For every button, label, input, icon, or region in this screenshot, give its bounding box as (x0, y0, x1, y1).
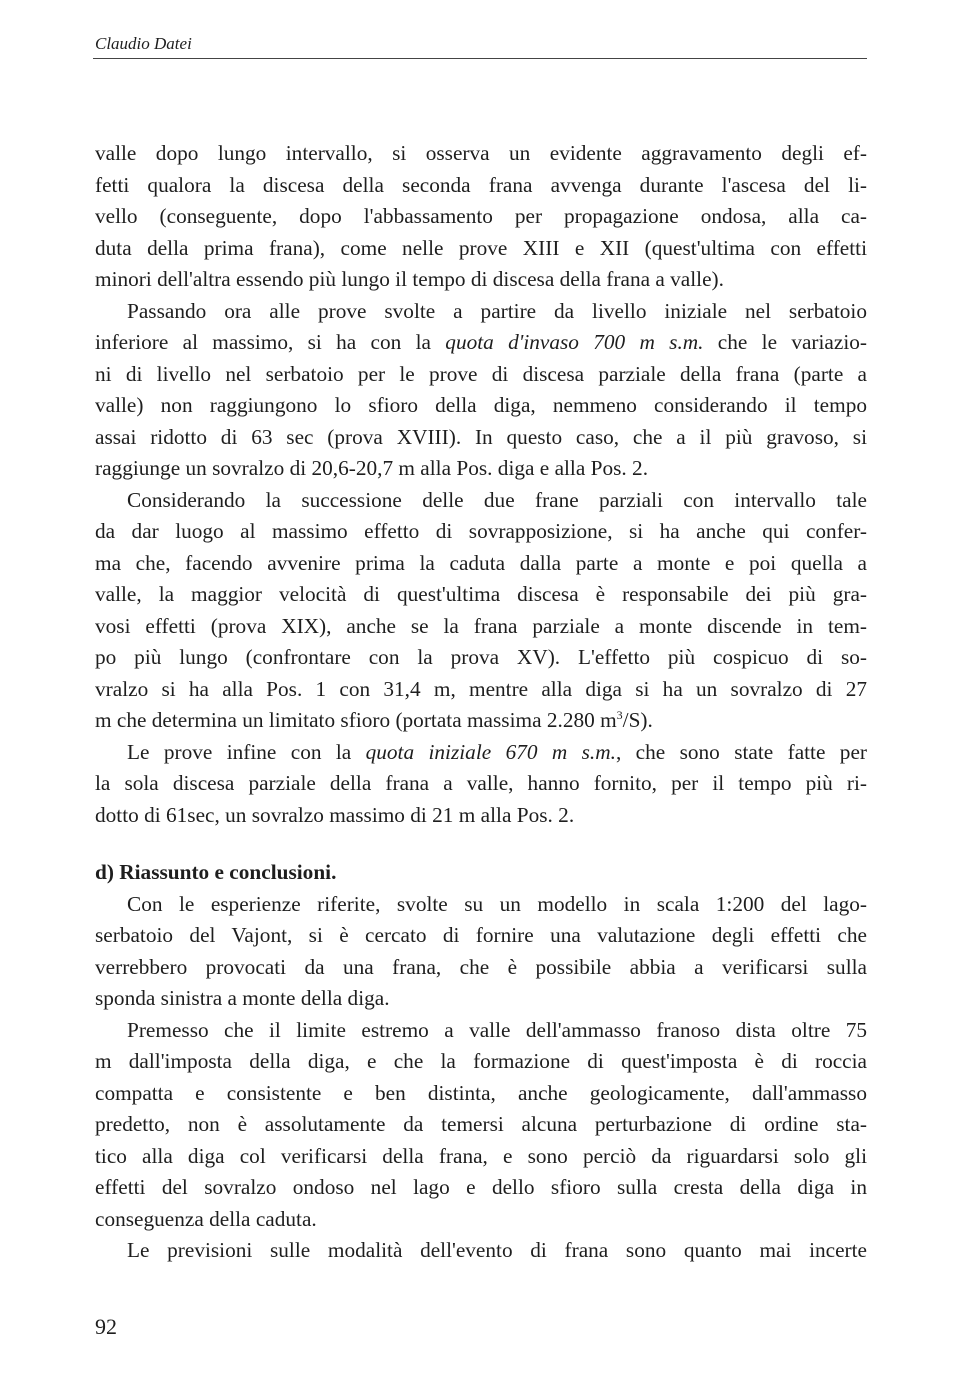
superscript-cubic: 3 (616, 707, 623, 722)
paragraph-6 (95, 1015, 867, 1236)
text-line: tico alla diga col verificarsi della frana, e sono perciò da riguardarsi solo gli (95, 1143, 867, 1168)
text-segment: Le prove infine con la (127, 739, 366, 764)
text-line-with-emphasis (95, 737, 867, 769)
paragraph-7 (95, 1235, 867, 1267)
text-segment: /S). (622, 708, 653, 732)
text-line: fetti qualora la discesa della seconda frana avvenga durante l'ascesa del li- (95, 172, 867, 197)
text-line: compatta e consistente e ben distinta, anche geologicamente, dall'ammasso (95, 1080, 867, 1105)
emphasis-reservoir-level: quota d'invaso 700 m s.m. (445, 330, 704, 354)
text-line: da dar luogo al massimo effetto di sovrapposizione, si ha anche qui confer- (95, 519, 867, 543)
page-number: 92 (95, 1314, 117, 1339)
text-segment: che le variazio- (703, 330, 867, 354)
text-line-with-emphasis (95, 327, 867, 359)
text-segment: , che sono state fatte per (615, 739, 867, 764)
section-heading: d) Riassunto e conclusioni. (95, 860, 337, 884)
paragraph-5 (95, 889, 867, 1015)
paragraph-1 (95, 138, 867, 296)
text-line: m dall'imposta della diga, e che la formazione di quest'imposta è di roccia (95, 1049, 867, 1073)
text-line: effetti del sovralzo ondoso nel lago e dello sfioro sulla cresta della diga in (95, 1175, 867, 1199)
text-line: vralzo si ha alla Pos. 1 con 31,4 m, mentre alla diga si ha un sovralzo di 27 (95, 676, 867, 701)
text-line: serbatoio del Vajont, si è cercato di fornire una valutazione degli effetti che (95, 923, 867, 947)
header-rule (93, 58, 867, 59)
text-line: sponda sinistra a monte della diga. (95, 986, 390, 1010)
text-line: conseguenza della caduta. (95, 1206, 317, 1231)
text-segment: inferiore al massimo, si ha con la (95, 330, 446, 354)
page-body (95, 138, 867, 1267)
text-line: dotto di 61sec, un sovralzo massimo di 21 m alla Pos. 2. (95, 802, 575, 827)
paragraph-3 (95, 485, 867, 737)
text-line: ni di livello nel serbatoio per le prove di discesa parziale della frana (parte a (95, 361, 867, 386)
text-line: minori dell'altra essendo più lungo il tempo di discesa della frana a valle). (95, 267, 724, 291)
text-line: valle dopo lungo intervallo, si osserva un evidente aggravamento degli ef- (95, 141, 867, 165)
text-line: vello (conseguente, dopo l'abbassamento per propagazione ondosa, alla ca- (95, 204, 867, 228)
text-line: Considerando la successione delle due frane parziali con intervallo tale (127, 487, 867, 512)
text-line: Passando ora alle prove svolte a partire da livello iniziale nel serbatoio (127, 298, 867, 323)
paragraph-2 (95, 296, 867, 485)
text-line: verrebbero provocati da una frana, che è possibile abbia a verificarsi sulla (95, 954, 867, 979)
text-line: Premesso che il limite estremo a valle dell'ammasso franoso dista oltre 75 (127, 1017, 867, 1042)
text-line: Con le esperienze riferite, svolte su un modello in scala 1:200 del lago- (127, 891, 867, 916)
text-line: duta della prima frana), come nelle prove XIII e XII (quest'ultima con effetti (95, 235, 867, 260)
emphasis-initial-level: quota iniziale 670 m s.m. (365, 739, 616, 764)
running-head-author: Claudio Datei (95, 34, 192, 53)
text-line: Le previsioni sulle modalità dell'evento di frana sono quanto mai incerte (127, 1238, 867, 1262)
text-line-with-superscript (95, 705, 867, 737)
text-line: po più lungo (confrontare con la prova XV). L'effetto più cospicuo di so- (95, 645, 867, 669)
text-line: raggiunge un sovralzo di 20,6-20,7 m alla Pos. diga e alla Pos. 2. (95, 456, 649, 480)
text-line: ma che, facendo avvenire prima la caduta dalla parte a monte e poi quella a (95, 550, 867, 575)
text-line: la sola discesa parziale della frana a valle, hanno fornito, per il tempo più ri- (95, 771, 867, 795)
text-line: vosi effetti (prova XIX), anche se la frana parziale a monte discende in tem- (95, 613, 867, 638)
text-line: valle, la maggior velocità di quest'ultima discesa è responsabile dei più gra- (95, 582, 867, 606)
paragraph-4 (95, 737, 867, 832)
text-segment: m che determina un limitato sfioro (portata massima 2.280 m (95, 708, 617, 732)
text-line: assai ridotto di 63 sec (prova XVIII). In questo caso, che a il più gravoso, si (95, 424, 867, 449)
text-line: predetto, non è assolutamente da temersi alcuna perturbazione di ordine sta- (95, 1112, 867, 1136)
text-line: valle) non raggiungono lo sfioro della diga, nemmeno considerando il tempo (95, 393, 867, 417)
